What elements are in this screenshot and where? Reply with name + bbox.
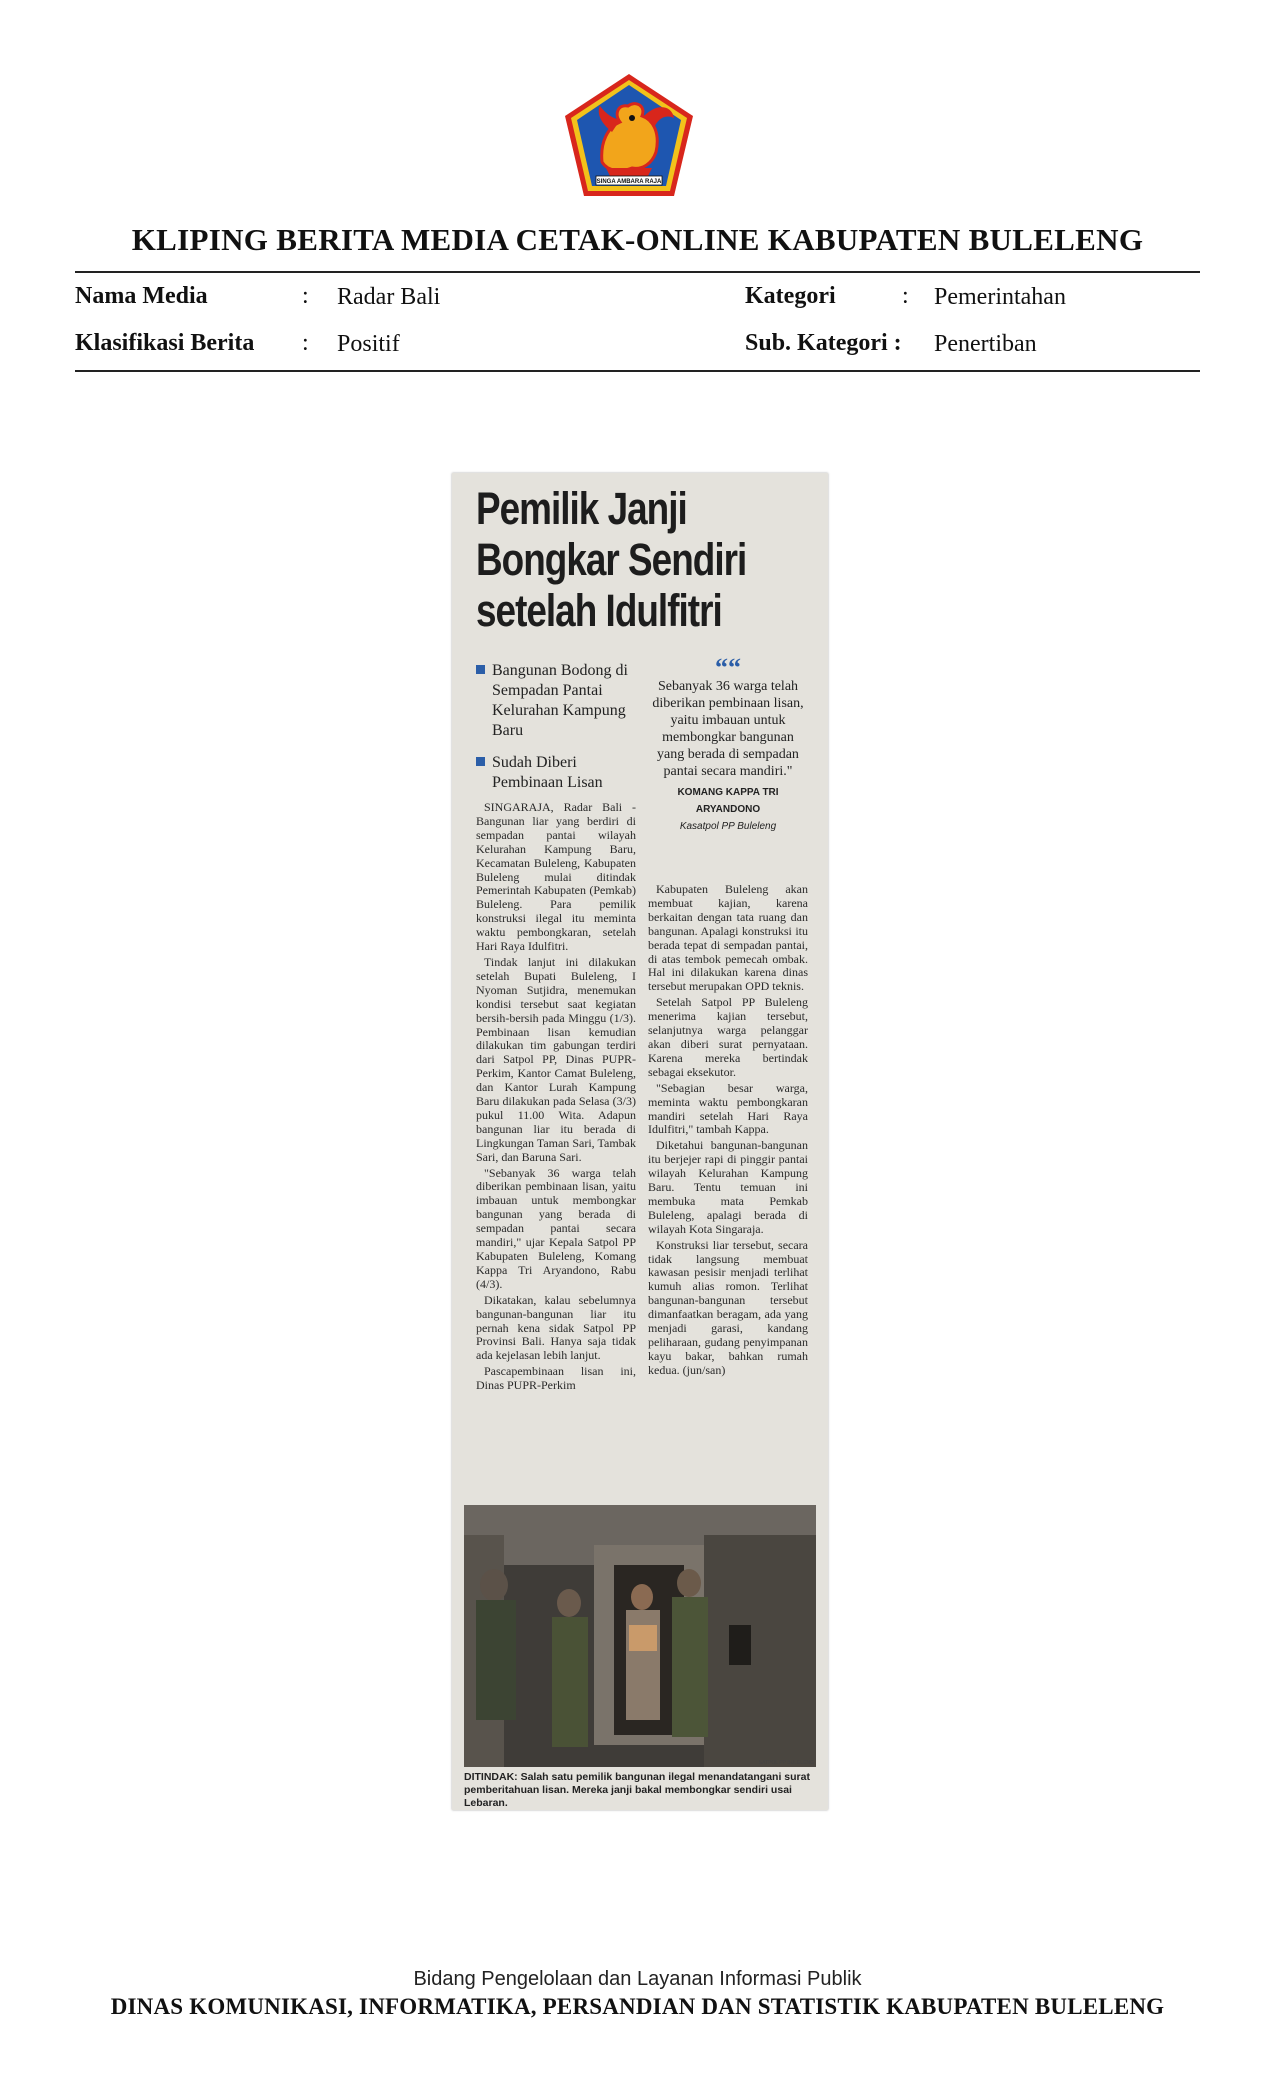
paragraph: Pascapembinaan lisan ini, Dinas PUPR-Perkim bbox=[476, 1364, 636, 1393]
photo-caption: DITINDAK: Salah satu pemilik bangunan ilegal menandatangani surat pemberitahuan lisan. Mereka janji bakal membongkar sendiri usai Lebaran. bbox=[464, 1771, 810, 1809]
colon: : bbox=[302, 330, 309, 356]
article-column-right bbox=[648, 883, 808, 1380]
quote-name: KOMANG KAPPA TRI ARYANDONO bbox=[677, 787, 779, 815]
kategori-label: Kategori bbox=[745, 283, 836, 309]
headline-line: Pemilik Janji bbox=[476, 483, 687, 534]
paragraph: "Sebanyak 36 warga telah diberikan pembinaan lisan, yaitu imbauan untuk membongkar bangunan yang berada di sempadan pantai secara mandiri," ujar Kepala Satpol PP Kabupaten Buleleng, Komang Kappa Tri Aryandono, Rabu (4/3). bbox=[476, 1165, 636, 1291]
paragraph: Setelah Satpol PP Buleleng menerima kajian tersebut, selanjutnya warga pelanggar akan diberi surat pernyataan. Karena mereka bertindak sebagai eksekutor. bbox=[648, 995, 808, 1079]
article-column-left bbox=[476, 801, 636, 1395]
bullet-text: Bangunan Bodong di Sempadan Pantai Kelurahan Kampung Baru bbox=[492, 662, 628, 739]
quote-mark-icon: ““ bbox=[715, 653, 741, 682]
bullet-square-icon bbox=[476, 757, 485, 766]
quote-role: Kasatpol PP Buleleng bbox=[679, 821, 777, 832]
paragraph: Konstruksi liar tersebut, secara tidak langsung membuat kawasan pesisir menjadi terlihat kumuh alias romon. Terlihat bangunan-bangunan tersebut dimanfaatkan beragam, ada yang menjadi garasi, kandang peliharaan, gudang penyimpanan kayu bakar, bahkan rumah kedua. (jun/san) bbox=[648, 1237, 808, 1377]
paragraph: Kabupaten Buleleng akan membuat kajian, karena berkaitan dengan tata ruang dan bangunan. Apalagi konstruksi itu berada tepat di sempadan pantai, di atas tembok pemecah ombak. Hal ini dilakukan karena dinas tersebut merupakan OPD teknis. bbox=[648, 882, 808, 994]
subkategori-label: Sub. Kategori : bbox=[745, 330, 902, 356]
bullet-item bbox=[476, 661, 636, 741]
paragraph: "Sebagian besar warga, meminta waktu pembongkaran mandiri setelah Hari Raya Idulfitri," tambah Kappa. bbox=[648, 1080, 808, 1137]
kategori-value: Pemerintahan bbox=[934, 284, 1066, 310]
media-label: Nama Media bbox=[75, 283, 208, 309]
article-headline bbox=[476, 483, 755, 636]
bullet-square-icon bbox=[476, 665, 485, 674]
news-clipping bbox=[452, 473, 828, 1810]
quote-text: Sebanyak 36 warga telah diberikan pembinaan lisan, yaitu imbauan untuk membongkar bangunan yang berada di sempadan pantai secara mandiri." bbox=[652, 679, 804, 779]
footer-agency: DINAS KOMUNIKASI, INFORMATIKA, PERSANDIAN DAN STATISTIK KABUPATEN BULELENG bbox=[110, 1994, 1165, 2019]
colon: : bbox=[902, 283, 909, 309]
logo-text: SINGA AMBARA RAJA bbox=[596, 179, 662, 185]
colon: : bbox=[302, 283, 309, 309]
paragraph: Diketahui bangunan-bangunan itu berjejer rapi di pinggir pantai wilayah Kelurahan Kampung Baru. Tentu temuan ini membuka mata Pemkab Buleleng, apalagi berada di wilayah Kota Singaraja. bbox=[648, 1138, 808, 1236]
footer-division: Bidang Pengelolaan dan Layanan Informasi Publik bbox=[413, 1968, 862, 1990]
klasifikasi-label: Klasifikasi Berita bbox=[75, 330, 255, 356]
bullet-text: Sudah Diberi Pembinaan Lisan bbox=[492, 754, 603, 791]
photo-credit: SATPOL PP BULELENG bbox=[758, 1760, 814, 1766]
subkategori-value: Penertiban bbox=[934, 331, 1037, 357]
klasifikasi-value: Positif bbox=[337, 331, 400, 357]
headline-line: Bongkar Sendiri bbox=[476, 534, 747, 585]
pull-quote bbox=[648, 653, 808, 835]
divider-top bbox=[75, 271, 1200, 273]
buleleng-logo bbox=[562, 72, 696, 200]
article-bullets bbox=[476, 661, 636, 805]
media-value: Radar Bali bbox=[337, 284, 441, 310]
news-photo bbox=[464, 1505, 816, 1767]
paragraph: Dikatakan, kalau sebelumnya bangunan-bangunan liar itu pernah kena sidak Satpol PP Provinsi Bali. Hanya saja tidak ada kejelasan lebih lanjut. bbox=[476, 1292, 636, 1363]
paragraph: Tindak lanjut ini dilakukan setelah Bupati Buleleng, I Nyoman Sutjidra, menemukan kondisi tersebut saat kegiatan bersih-bersih pada Minggu (1/3). Pembinaan lisan kemudian dilakukan tim gabungan terdiri dari Satpol PP, Dinas PUPR-Perkim, Kantor Camat Buleleng, dan Kantor Lurah Kampung Baru dilakukan pada Selasa (3/3) pukul 11.00 Wita. Adapun bangunan liar itu berada di Lingkungan Taman Sari, Tambak Sari, dan Baruna Sari. bbox=[476, 954, 636, 1164]
divider-bottom bbox=[75, 370, 1200, 372]
bullet-item bbox=[476, 753, 636, 793]
headline-line: setelah Idulfitri bbox=[476, 585, 722, 636]
page-title: KLIPING BERITA MEDIA CETAK-ONLINE KABUPATEN BULELENG bbox=[131, 222, 1144, 257]
paragraph: SINGARAJA, Radar Bali - Bangunan liar yang berdiri di sempadan pantai wilayah Kelurahan Kampung Baru, Kecamatan Buleleng, Kabupaten Buleleng mulai ditindak Pemerintah Kabupaten (Pemkab) Buleleng. Para pemilik konstruksi ilegal itu meminta waktu pembongkaran, setelah Hari Raya Idulfitri. bbox=[476, 800, 636, 954]
